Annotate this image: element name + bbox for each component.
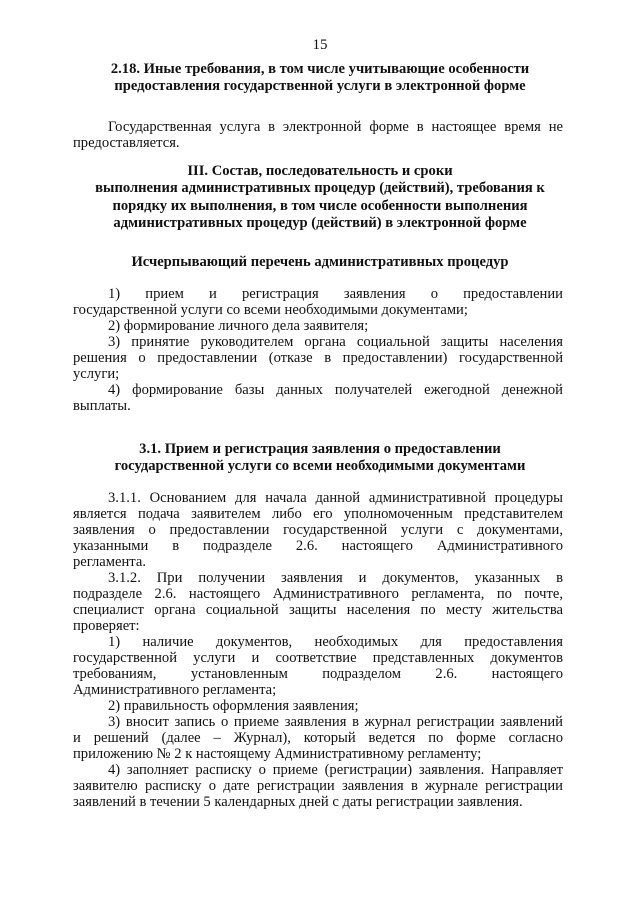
- text-line: приложению № 2 к настоящему Административному регламенту;: [73, 746, 482, 762]
- text-line: является подача заявителем либо его уполномоченным представителем: [73, 506, 563, 522]
- text-line: 2) правильность оформления заявления;: [108, 698, 359, 714]
- text-line: государственной услуги и соответствие представленных документов: [73, 650, 563, 666]
- procedures-list-title: [0, 254, 640, 271]
- title-line: выполнения административных процедур (действий), требования к: [95, 180, 545, 197]
- list-line: решения о предоставлении (отказе в предоставлении) государственной: [73, 350, 563, 366]
- list-item: [73, 382, 563, 414]
- section-3-1-title: [0, 441, 640, 476]
- title-line: порядку их выполнения, в том числе особенности выполнения: [112, 197, 528, 214]
- list-item: [73, 318, 563, 334]
- list-line: 1) прием и регистрация заявления о предоставлении: [108, 286, 563, 302]
- title-line: административных процедур (действий) в электронной форме: [113, 215, 527, 232]
- text-line: 1) наличие документов, необходимых для предоставления: [108, 634, 563, 650]
- text-line: 4) заполняет расписку о приеме (регистрации) заявления. Направляет: [108, 762, 563, 778]
- text-line: регламента.: [73, 554, 146, 570]
- check-item-2: [73, 698, 563, 714]
- text-line: предоставляется.: [73, 135, 180, 151]
- check-item-3: [73, 714, 563, 762]
- text-line: 3) вносит запись о приеме заявления в журнал регистрации заявлений: [108, 714, 563, 730]
- text-line: заявлений в течении 5 календарных дней с даты регистрации заявления.: [73, 794, 523, 810]
- section-3-1-body: [73, 490, 563, 810]
- paragraph-3-1-2: [73, 570, 563, 634]
- text-line: 3.1.1. Основанием для начала данной административной процедуры: [108, 490, 563, 506]
- procedures-list: [73, 286, 563, 414]
- list-line: 4) формирование базы данных получателей ежегодной денежной: [108, 382, 563, 398]
- text-line: Административного регламента;: [73, 682, 277, 698]
- list-line: 2) формирование личного дела заявителя;: [108, 318, 369, 334]
- text-line: проверяет:: [73, 618, 140, 634]
- list-item: [73, 334, 563, 382]
- list-line: государственной услуги со всеми необходимыми документами;: [73, 302, 468, 318]
- text-line: подразделе 2.6. настоящего Административного регламента, по почте,: [73, 586, 563, 602]
- title-line: государственной услуги со всеми необходимыми документами: [114, 458, 526, 475]
- check-item-4: [73, 762, 563, 810]
- section-2-18-text: [73, 119, 563, 151]
- paragraph-3-1-1: [73, 490, 563, 570]
- text-line: требованиям, установленным подразделом 2.6. настоящего: [73, 666, 563, 682]
- title-line: III. Состав, последовательность и сроки: [187, 163, 453, 179]
- title-line: Исчерпывающий перечень административных процедур: [131, 254, 509, 270]
- text-line: специалист органа социальной защиты населения по месту жительства: [73, 602, 563, 618]
- text-line: Государственная услуга в электронной форме в настоящее время не: [108, 119, 563, 135]
- text-line: и решений (далее – Журнал), который ведется по форме согласно: [73, 730, 563, 746]
- section-3-title: [0, 163, 640, 233]
- title-line: 2.18. Иные требования, в том числе учитывающие особенности: [110, 61, 530, 77]
- check-item-1: [73, 634, 563, 698]
- list-line: выплаты.: [73, 398, 131, 414]
- text-line: 3.1.2. При получении заявления и документов, указанных в: [108, 570, 563, 586]
- title-line: 3.1. Прием и регистрация заявления о предоставлении: [139, 441, 501, 457]
- section-2-18-title: [0, 61, 640, 96]
- page-number: 15: [312, 37, 328, 53]
- list-item: [73, 286, 563, 318]
- text-line: указанными в подразделе 2.6. настоящего Административного: [73, 538, 563, 554]
- text-line: заявления о предоставлении государственной услуги с документами,: [73, 522, 563, 538]
- list-line: 3) принятие руководителем органа социальной защиты населения: [108, 334, 563, 350]
- title-line: предоставления государственной услуги в электронной форме: [114, 78, 526, 95]
- text-line: заявителю расписку о дате регистрации заявления в журнале регистрации: [73, 778, 563, 794]
- list-line: услуги;: [73, 366, 120, 382]
